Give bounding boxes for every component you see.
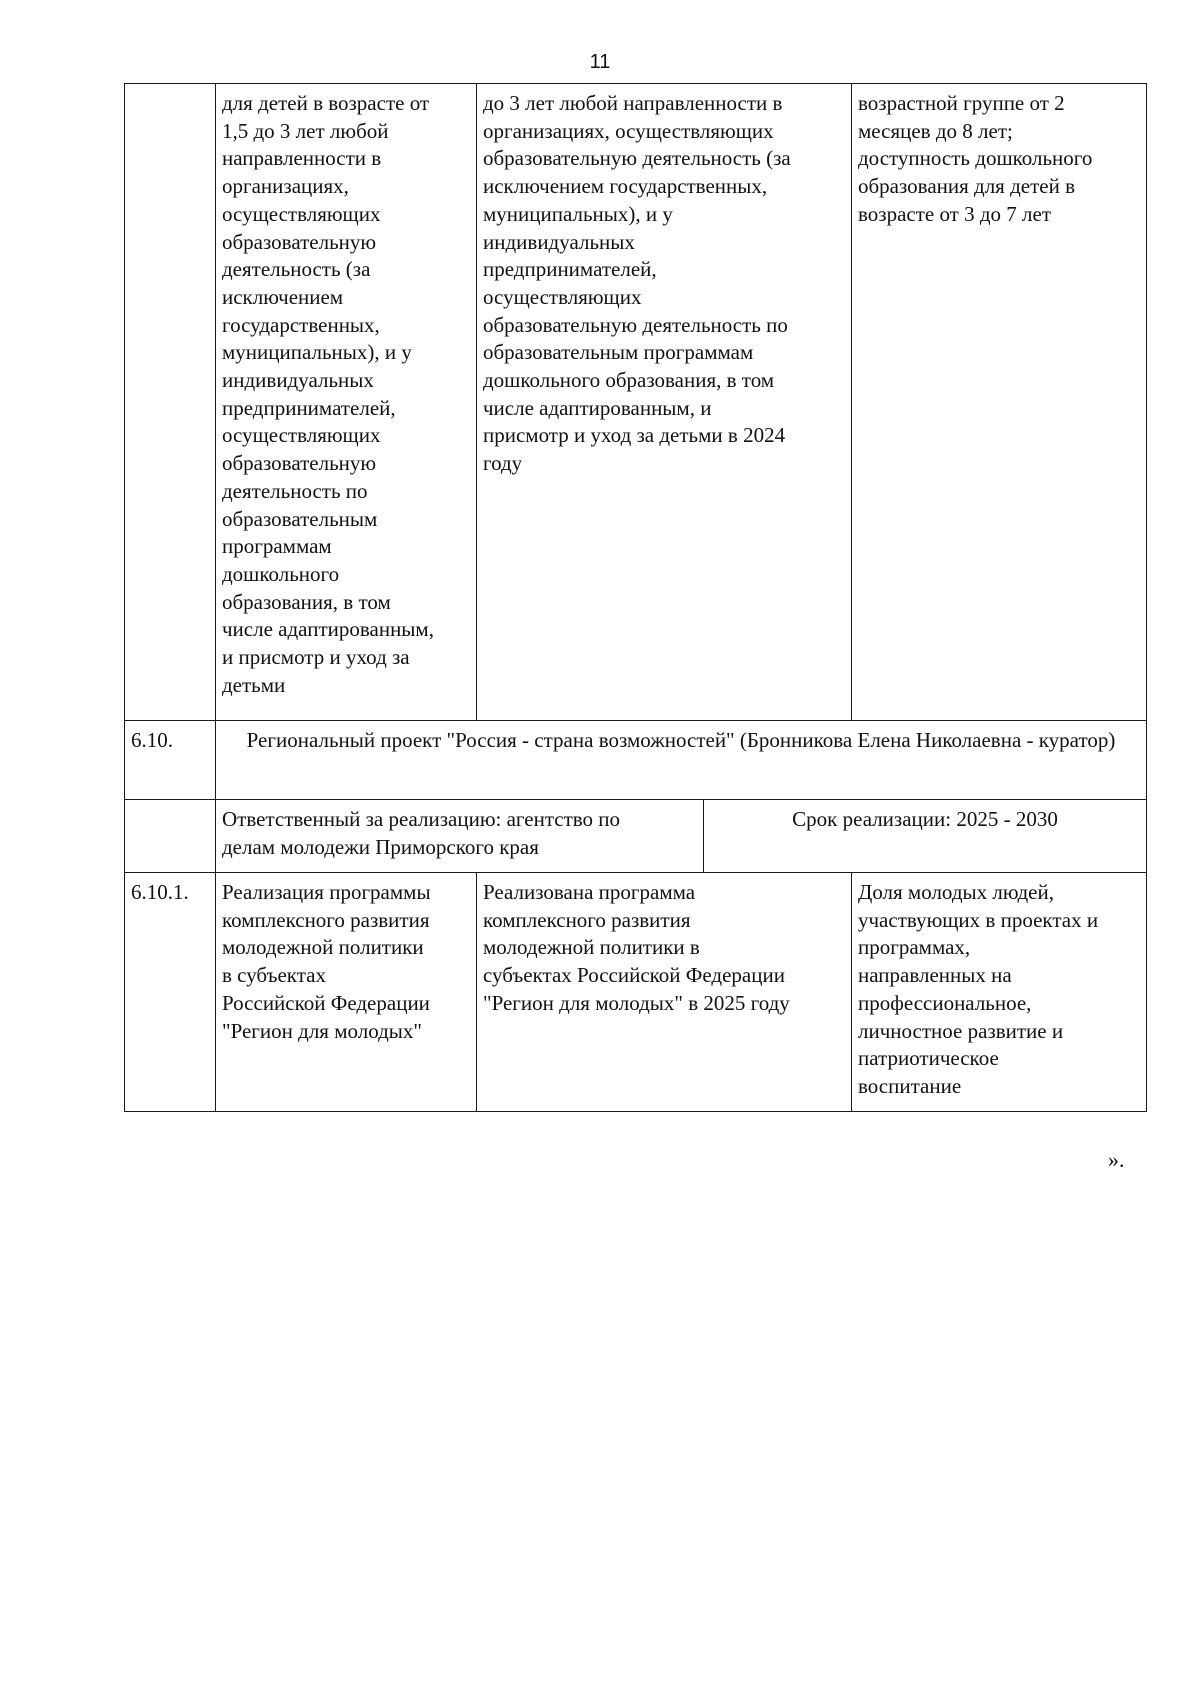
cell-empty-number [125, 800, 216, 873]
measures-table [124, 83, 1147, 1112]
cell-responsible-group [216, 800, 1147, 873]
page-number: 11 [589, 51, 611, 73]
cell-task: для детей в возрасте от 1,5 до 3 лет любой направленности в организациях, осуществляющих образовательную деятельность (за исключением государственных, муниципальных), и у индивидуальных предпринимателей, осуществляющих образовательную деятельность по образовательным программам дошкольного образования, в том числе адаптированным, и присмотр и уход за детьми [216, 84, 477, 721]
cell-subitem-number: 6.10.1. [125, 873, 216, 1112]
table-row-continuation [125, 84, 1147, 721]
closing-quote: ». [1108, 1147, 1125, 1172]
table-row-subitem [125, 873, 1147, 1112]
cell-project-number: 6.10. [125, 721, 216, 800]
cell-subitem-task: Реализация программы комплексного развития молодежной политики в субъектах Российской Федерации "Регион для молодых" [216, 873, 477, 1112]
cell-result: до 3 лет любой направленности в организациях, осуществляющих образовательную деятельность (за исключением государственных, муниципальных), и у индивидуальных предпринимателей, осуществляющих образовательную деятельность по образовательным программам дошкольного образования, в том числе адаптированным, и присмотр и уход за детьми в 2024 году [477, 84, 852, 721]
cell-project-title: Региональный проект "Россия - страна возможностей" (Бронникова Елена Николаевна - куратор) [216, 721, 1147, 800]
table-row-responsible [125, 800, 1147, 873]
cell-number [125, 84, 216, 721]
term-text: Срок реализации: 2025 - 2030 [792, 807, 1058, 831]
cell-subitem-indicator: Доля молодых людей, участвующих в проектах и программах, направленных на профессиональное, личностное развитие и патриотическое воспитание [852, 873, 1147, 1112]
responsible-text: Ответственный за реализацию: агентство по делам молодежи Приморского края [216, 800, 704, 872]
table-row-project [125, 721, 1147, 800]
cell-subitem-result: Реализована программа комплексного развития молодежной политики в субъектах Российской Федерации "Регион для молодых" в 2025 году [477, 873, 852, 1112]
cell-indicator: возрастной группе от 2 месяцев до 8 лет; доступность дошкольного образования для детей в возрасте от 3 до 7 лет [852, 84, 1147, 721]
